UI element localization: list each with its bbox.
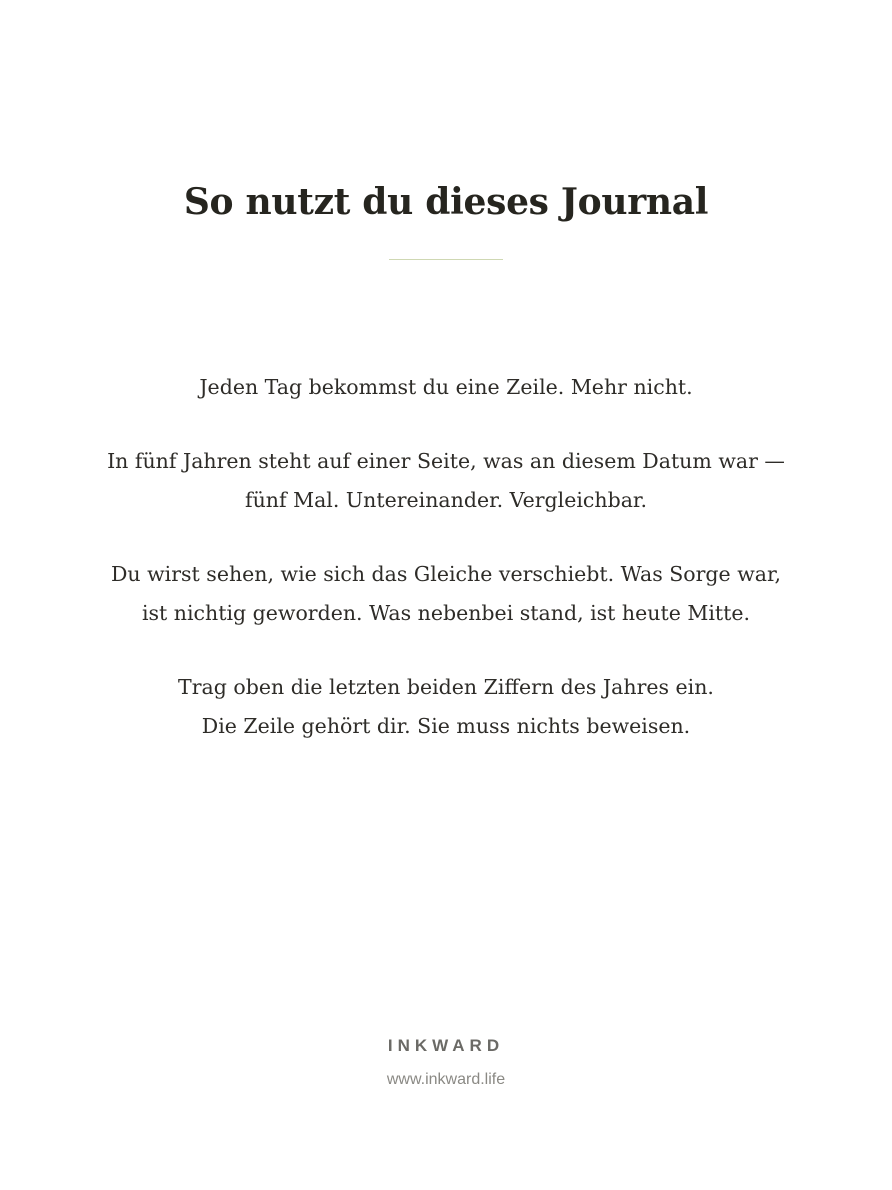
instruction-paragraph-2 [60,442,832,521]
instruction-paragraph-3 [60,555,832,634]
paragraph-line: Du wirst sehen, wie sich das Gleiche verschiebt. Was Sorge war, [110,561,782,586]
paragraph-line: Trag oben die letzten beiden Ziffern des Jahres ein. [178,674,714,699]
instructions-body [60,368,832,781]
paragraph-line: Jeden Tag bekommst du eine Zeile. Mehr nicht. [199,375,693,399]
paragraph-line: fünf Mal. Untereinander. Vergleichbar. [244,488,647,512]
instruction-paragraph-1 [60,368,832,408]
page-title: So nutzt du dieses Journal [183,181,709,223]
instruction-paragraph-4 [60,668,832,747]
footer-brand: INKWARD [387,1036,505,1055]
paragraph-line: Die Zeile gehört dir. Sie muss nichts beweisen. [201,714,691,738]
footer-url: www.inkward.life [386,1071,506,1088]
paragraph-line: ist nichtig geworden. Was nebenbei stand, ist heute Mitte. [141,601,751,625]
paragraph-line: In fünf Jahren steht auf einer Seite, was an diesem Datum war — [107,448,785,473]
title-divider [389,259,503,260]
